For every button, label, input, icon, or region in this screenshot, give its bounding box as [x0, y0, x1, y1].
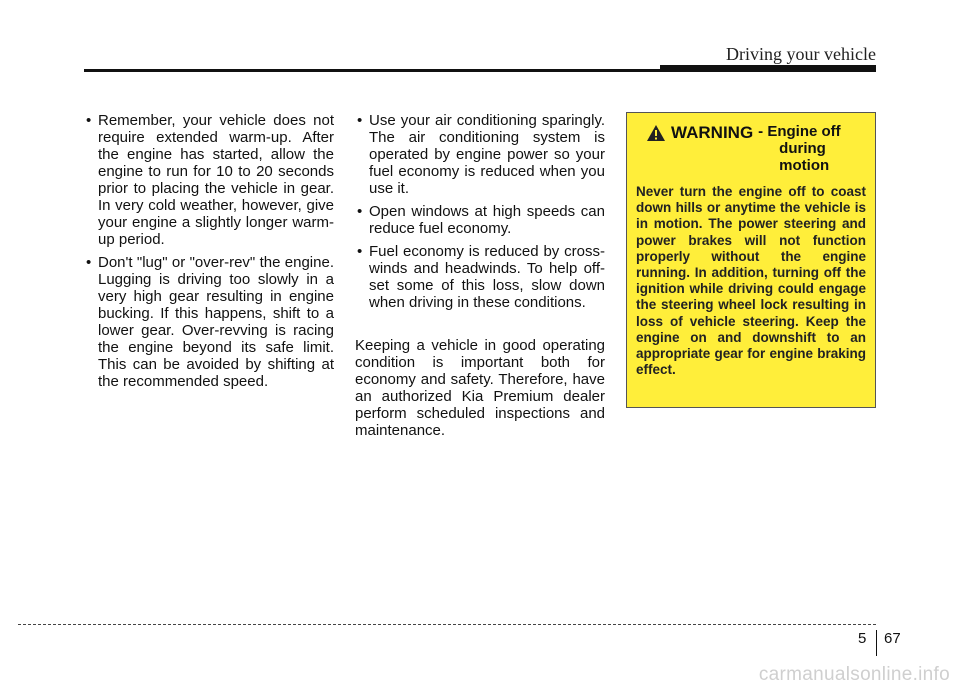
warning-label: WARNING	[671, 123, 754, 142]
section-number: 5	[858, 630, 867, 647]
middle-column	[355, 112, 605, 439]
left-column	[84, 112, 334, 396]
bullet-crosswinds: • Fuel economy is reduced by cross-winds and headwinds. To help off-set some of this loss, slow down when driving in these conditions.	[355, 243, 605, 311]
bullet-open-windows: • Open windows at high speeds can reduce fuel economy.	[355, 203, 605, 237]
bullet-warm-up: • Remember, your vehicle does not require extended warm-up. After the engine has started, allow the engine to run for 10 to 20 seconds prior to placing the vehicle in gear. In very cold weather, however, give your engine a slightly longer warm-up period.	[84, 112, 334, 248]
bullet-air-conditioning: • Use your air conditioning sparingly. The air conditioning system is operated by engine power so your fuel economy is reduced when you use it.	[355, 112, 605, 197]
warning-box	[626, 112, 876, 408]
warning-subtitle-line: motion	[779, 157, 830, 174]
footer-divider	[876, 630, 877, 656]
footer-rule	[18, 624, 876, 625]
warning-subtitle-line: during	[779, 140, 826, 157]
section-title: Driving your vehicle	[726, 44, 876, 64]
header-rule-accent	[660, 65, 876, 71]
warning-heading	[646, 123, 866, 174]
bullet-lug-over-rev: • Don't "lug" or "over-rev" the engine. Lugging is driving too slowly in a very high gear resulting in engine bucking. If this happens, shift to a lower gear. Over-revving is racing the engine beyond its safe limit. This can be avoided by shifting at the recommended speed.	[84, 254, 334, 390]
left-bullet-list	[84, 112, 334, 390]
warning-subtitle-line: - Engine off	[758, 123, 841, 140]
page-number: 67	[884, 630, 901, 647]
warning-subtitle	[758, 123, 841, 174]
watermark-text: carmanualsonline.info	[758, 664, 950, 685]
maintenance-paragraph: Keeping a vehicle in good operating condition is important both for economy and safety. Therefore, have an authorized Kia Premium dealer perform scheduled inspections and maintenance.	[355, 337, 605, 439]
middle-bullet-list	[355, 112, 605, 311]
warning-triangle-icon	[646, 124, 666, 142]
warning-body: Never turn the engine off to coast down hills or anytime the vehicle is in motion. The power steering and power brakes will not function properly without the engine running. In addition, turning off the ignition while driving could engage the steering wheel lock resulting in loss of vehicle steering. Keep the engine on and downshift to an appropriate gear for engine braking effect.	[636, 184, 866, 378]
